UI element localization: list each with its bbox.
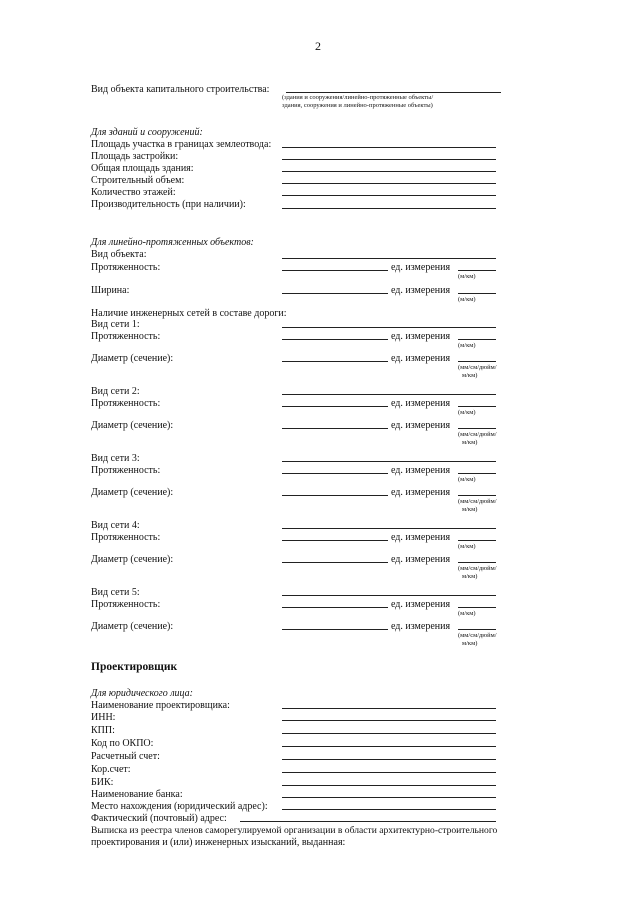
linear-length-input[interactable]	[282, 270, 388, 271]
corr-account-input[interactable]	[282, 772, 496, 773]
okpo-input[interactable]	[282, 746, 496, 747]
designer-name-input[interactable]	[282, 708, 496, 709]
linear-length-units-input[interactable]	[458, 270, 496, 271]
designer-title: Проектировщик	[91, 661, 178, 673]
network-type-label: Вид сети 2:	[91, 386, 140, 397]
network-length-units-input[interactable]	[458, 473, 496, 474]
network-diameter-units-label: ед. измерения	[391, 420, 451, 431]
network-type-input[interactable]	[282, 595, 496, 596]
network-diameter-label: Диаметр (сечение):	[91, 621, 174, 632]
postal-address-label: Фактический (почтовый) адрес:	[91, 813, 227, 824]
page-number: 2	[315, 39, 321, 53]
land-area-label: Площадь участка в границах землеотвода:	[91, 139, 272, 150]
linear-width-units-label: ед. измерения	[391, 285, 451, 296]
linear-length-label: Протяженность:	[91, 262, 161, 273]
postal-address-input[interactable]	[240, 821, 496, 822]
network-length-units-label: ед. измерения	[391, 331, 451, 342]
network-diameter-input[interactable]	[282, 495, 388, 496]
network-diameter-label: Диаметр (сечение):	[91, 420, 174, 431]
kpp-input[interactable]	[282, 733, 496, 734]
productivity-label: Производительность (при наличии):	[91, 199, 246, 210]
network-type-input[interactable]	[282, 394, 496, 395]
network-length-units-input[interactable]	[458, 339, 496, 340]
network-length-units-input[interactable]	[458, 540, 496, 541]
linear-width-input[interactable]	[282, 293, 388, 294]
network-diameter-units-input[interactable]	[458, 428, 496, 429]
linear-heading: Для линейно-протяженных объектов:	[91, 237, 254, 248]
building-footprint-input[interactable]	[282, 159, 496, 160]
floors-count-label: Количество этажей:	[91, 187, 176, 198]
settlement-account-input[interactable]	[282, 759, 496, 760]
buildings-heading: Для зданий и сооружений:	[91, 127, 203, 138]
network-diameter-label: Диаметр (сечение):	[91, 554, 174, 565]
network-type-label: Вид сети 3:	[91, 453, 140, 464]
okpo-label: Код по ОКПО:	[91, 738, 154, 749]
network-diameter-input[interactable]	[282, 629, 388, 630]
object-type-hint-1: (здания и сооружения/линейно-протяженные объекты/	[282, 94, 434, 101]
linear-width-units-input[interactable]	[458, 293, 496, 294]
total-area-input[interactable]	[282, 171, 496, 172]
network-length-unit-hint: (м/км)	[458, 543, 476, 550]
network-diameter-unit-hint-2: м/км)	[462, 573, 478, 580]
building-volume-label: Строительный объем:	[91, 175, 185, 186]
network-length-units-input[interactable]	[458, 406, 496, 407]
linear-object-type-input[interactable]	[282, 258, 496, 259]
network-length-units-input[interactable]	[458, 607, 496, 608]
network-type-input[interactable]	[282, 528, 496, 529]
network-diameter-input[interactable]	[282, 562, 388, 563]
network-diameter-unit-hint-2: м/км)	[462, 372, 478, 379]
network-length-label: Протяженность:	[91, 599, 161, 610]
bik-label: БИК:	[91, 777, 114, 788]
legal-address-label: Место нахождения (юридический адрес):	[91, 801, 268, 812]
network-diameter-label: Диаметр (сечение):	[91, 353, 174, 364]
network-diameter-units-input[interactable]	[458, 361, 496, 362]
network-type-label: Вид сети 1:	[91, 319, 140, 330]
network-diameter-units-input[interactable]	[458, 629, 496, 630]
productivity-input[interactable]	[282, 208, 496, 209]
bank-name-input[interactable]	[282, 797, 496, 798]
linear-object-type-label: Вид объекта:	[91, 249, 147, 260]
bank-name-label: Наименование банка:	[91, 789, 183, 800]
settlement-account-label: Расчетный счет:	[91, 751, 160, 762]
network-length-input[interactable]	[282, 339, 388, 340]
network-diameter-unit-hint-2: м/км)	[462, 439, 478, 446]
networks-intro: Наличие инженерных сетей в составе дороги:	[91, 308, 287, 319]
network-length-unit-hint: (м/км)	[458, 342, 476, 349]
network-length-input[interactable]	[282, 607, 388, 608]
inn-input[interactable]	[282, 720, 496, 721]
object-type-label: Вид объекта капитального строительства:	[91, 84, 270, 95]
land-area-input[interactable]	[282, 147, 496, 148]
object-type-hint-2: здания, сооружения и линейно-протяженные объекты)	[282, 102, 433, 109]
network-diameter-units-input[interactable]	[458, 562, 496, 563]
network-length-unit-hint: (м/км)	[458, 409, 476, 416]
network-diameter-units-label: ед. измерения	[391, 487, 451, 498]
legal-entity-heading: Для юридического лица:	[91, 688, 194, 699]
total-area-label: Общая площадь здания:	[91, 163, 194, 174]
bik-input[interactable]	[282, 785, 496, 786]
floors-count-input[interactable]	[282, 195, 496, 196]
network-diameter-input[interactable]	[282, 428, 388, 429]
network-type-input[interactable]	[282, 461, 496, 462]
network-length-unit-hint: (м/км)	[458, 476, 476, 483]
network-length-units-label: ед. измерения	[391, 465, 451, 476]
network-length-input[interactable]	[282, 406, 388, 407]
registry-extract-text-2: проектирования и (или) инженерных изысканий, выданная:	[91, 837, 346, 848]
network-diameter-units-label: ед. измерения	[391, 353, 451, 364]
legal-address-input[interactable]	[282, 809, 496, 810]
network-diameter-units-label: ед. измерения	[391, 554, 451, 565]
network-diameter-unit-hint-2: м/км)	[462, 640, 478, 647]
building-volume-input[interactable]	[282, 183, 496, 184]
network-length-label: Протяженность:	[91, 465, 161, 476]
kpp-label: КПП:	[91, 725, 115, 736]
linear-width-unit-hint: (м/км)	[458, 296, 476, 303]
network-length-unit-hint: (м/км)	[458, 610, 476, 617]
network-length-label: Протяженность:	[91, 331, 161, 342]
network-diameter-unit-hint-2: м/км)	[462, 506, 478, 513]
network-length-label: Протяженность:	[91, 398, 161, 409]
network-diameter-input[interactable]	[282, 361, 388, 362]
network-diameter-unit-hint-1: (мм/см/дюйм/	[458, 498, 497, 505]
corr-account-label: Кор.счет:	[91, 764, 131, 775]
network-type-label: Вид сети 5:	[91, 587, 140, 598]
network-diameter-unit-hint-1: (мм/см/дюйм/	[458, 632, 497, 639]
network-length-units-label: ед. измерения	[391, 599, 451, 610]
network-diameter-label: Диаметр (сечение):	[91, 487, 174, 498]
building-footprint-label: Площадь застройки:	[91, 151, 179, 162]
linear-length-unit-hint: (м/км)	[458, 273, 476, 280]
inn-label: ИНН:	[91, 712, 116, 723]
network-diameter-unit-hint-1: (мм/см/дюйм/	[458, 431, 497, 438]
network-type-label: Вид сети 4:	[91, 520, 140, 531]
network-diameter-unit-hint-1: (мм/см/дюйм/	[458, 565, 497, 572]
linear-length-units-label: ед. измерения	[391, 262, 451, 273]
network-diameter-units-label: ед. измерения	[391, 621, 451, 632]
object-type-input[interactable]	[286, 92, 501, 93]
network-length-units-label: ед. измерения	[391, 398, 451, 409]
network-length-units-label: ед. измерения	[391, 532, 451, 543]
network-diameter-units-input[interactable]	[458, 495, 496, 496]
linear-width-label: Ширина:	[91, 285, 130, 296]
network-length-input[interactable]	[282, 540, 388, 541]
designer-name-label: Наименование проектировщика:	[91, 700, 230, 711]
network-length-label: Протяженность:	[91, 532, 161, 543]
network-diameter-unit-hint-1: (мм/см/дюйм/	[458, 364, 497, 371]
network-length-input[interactable]	[282, 473, 388, 474]
network-type-input[interactable]	[282, 327, 496, 328]
registry-extract-text-1: Выписка из реестра членов саморегулируемой организации в области архитектурно-строительного	[91, 825, 498, 836]
